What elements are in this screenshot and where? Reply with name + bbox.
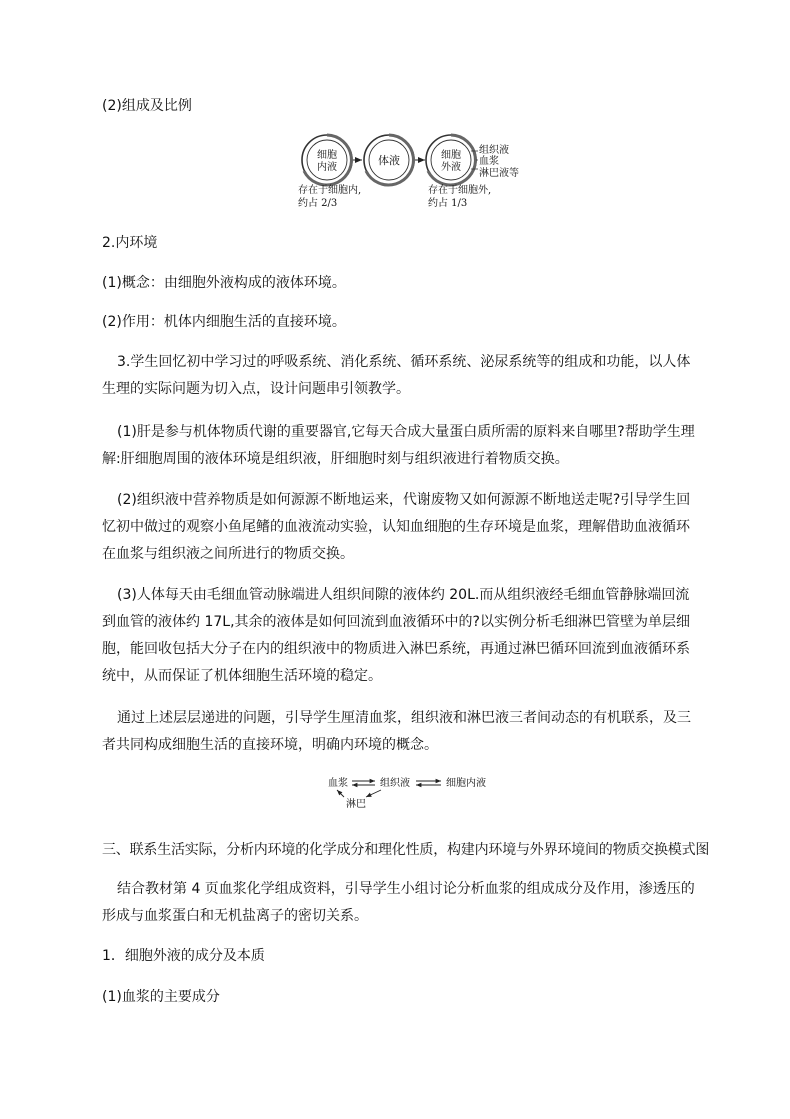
function-line: (2)作用：机体内细胞生活的直接环境。 xyxy=(102,314,346,330)
paragraph-summary: 通过上述层层递进的问题，引导学生厘清血浆，组织液和淋巴液三者间动态的有机联系，及三者共同构成细胞生活的直接环境，明确内环境的概念。 xyxy=(102,710,691,753)
caption2-line2: 约占 1/3 xyxy=(428,198,468,209)
item-1-1: (1)血浆的主要成分 xyxy=(102,989,220,1005)
circle3-line2: 外液 xyxy=(441,162,461,173)
node-tissue-fluid: 组织液 xyxy=(380,778,410,789)
part-plasma: 血浆 xyxy=(479,156,499,167)
fluid-relation-diagram xyxy=(0,772,790,812)
intracellular-fluid-circle xyxy=(302,135,352,185)
circle3-line1: 细胞 xyxy=(441,150,461,161)
circle1-line2: 内液 xyxy=(317,162,337,173)
concept-line: (1)概念：由细胞外液构成的液体环境。 xyxy=(102,275,346,291)
part-lymph: 淋巴液等 xyxy=(479,168,519,179)
body-fluid-diagram xyxy=(0,133,790,213)
item-1: 1．细胞外液的成分及本质 xyxy=(102,948,265,964)
part-tissue-fluid: 组织液 xyxy=(479,145,509,156)
paragraph-3: 3.学生回忆初中学习过的呼吸系统、消化系统、循环系统、泌尿系统等的组成和功能，以人体生理的实际问题为切入点，设计问题串引领教学。 xyxy=(102,354,691,397)
caption1-line1: 存在于细胞内, xyxy=(298,185,362,196)
paragraph-3-1: (1)肝是参与机体物质代谢的重要器官,它每天合成大量蛋白质所需的原料来自哪里?帮助学生理解:肝细胞周围的液体环境是组织液，肝细胞时刻与组织液进行着物质交换。 xyxy=(102,424,695,467)
node-lymph: 淋巴 xyxy=(346,799,366,810)
paragraph-textbook: 结合教材第 4 页血浆化学组成资料，引导学生小组讨论分析血浆的组成成分及作用，渗透压的形成与血浆蛋白和无机盐离子的密切关系。 xyxy=(102,881,695,924)
inner-env-heading: 2.内环境 xyxy=(102,235,158,251)
caption2-line1: 存在于细胞外, xyxy=(428,185,492,196)
extracellular-fluid-circle xyxy=(426,135,476,185)
body-fluid-circle xyxy=(364,135,414,185)
caption1-line2: 约占 2/3 xyxy=(298,198,338,209)
circle2-label: 体液 xyxy=(378,154,400,167)
section-2-heading: (2)组成及比例 xyxy=(102,98,192,114)
node-intracellular: 细胞内液 xyxy=(446,778,486,789)
node-plasma: 血浆 xyxy=(328,778,348,789)
paragraph-3-2: (2)组织液中营养物质是如何源源不断地运来，代谢废物又如何源源不断地送走呢?引导学生回忆初中做过的观察小鱼尾鳍的血液流动实验，认知血细胞的生存环境是血浆，理解借助血液循环在血浆与组织液之间所进行的物质交换。 xyxy=(102,492,691,562)
paragraph-3-3: (3)人体每天由毛细血管动脉端进人组织间隙的液体约 20L.而从组织液经毛细血管静脉端回流到血管的液体约 17L,其余的液体是如何回流到血液循环中的?以实例分析毛细淋巴管壁为单层细胞，能回收包括大分子在内的组织液中的物质进入淋巴系统，再通过淋巴循环回流到血液循环系统中，从而保证了机体细胞生活环境的稳定。 xyxy=(102,587,690,684)
circle1-line1: 细胞 xyxy=(317,150,337,161)
section-3-heading: 三、联系生活实际，分析内环境的化学成分和理化性质，构建内环境与外界环境间的物质交换模式图 xyxy=(102,842,710,858)
